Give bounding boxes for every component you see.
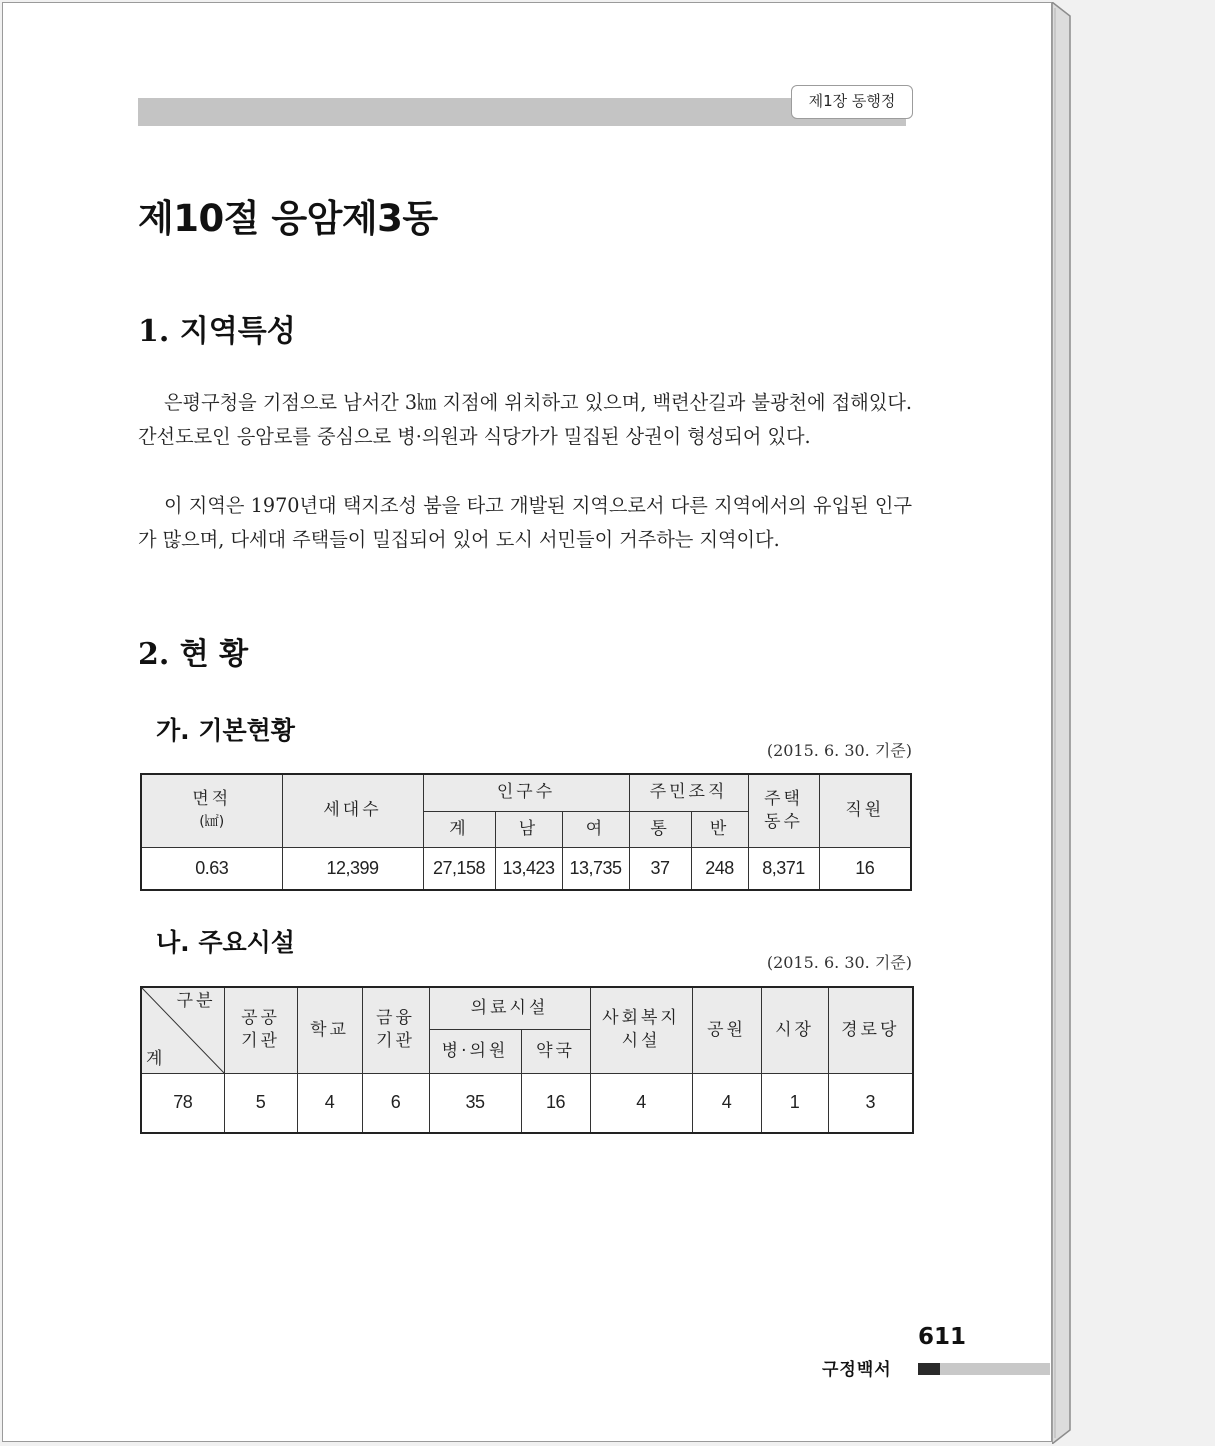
header-staff: 직원 [819,774,911,847]
cell-tong: 37 [629,847,691,890]
table-row [141,847,911,890]
cell-public: 5 [224,1073,297,1133]
header-households: 세대수 [282,774,423,847]
heading-basic-status: 가. 기본현황 [156,716,295,745]
header-medical: 의료시설 [429,987,590,1029]
cell-pop-female: 13,735 [562,847,629,890]
heading-major-facilities: 나. 주요시설 [156,928,295,957]
facilities-table [140,986,914,1134]
header-ban: 반 [691,811,748,847]
header-senior: 경로당 [828,987,913,1073]
footer-bar-accent [918,1363,940,1375]
header-pharmacy: 약국 [521,1029,590,1073]
header-pop-male: 남 [495,811,562,847]
section-title: 제10절 응암제3동 [138,197,438,240]
cell-market: 1 [761,1073,828,1133]
cell-park: 4 [692,1073,761,1133]
facilities-date-note: (2015. 6. 30. 기준) [766,953,912,972]
header-area [141,774,282,847]
header-pop-total: 계 [423,811,495,847]
header-housing-line2: 동수 [764,811,803,832]
cell-housing: 8,371 [748,847,819,890]
page-number: 611 [918,1324,967,1350]
header-public [224,987,297,1073]
cell-pop-male: 13,423 [495,847,562,890]
header-tong: 통 [629,811,691,847]
table-row [141,1073,913,1133]
cell-pop-total: 27,158 [423,847,495,890]
header-area-label: 면적 [192,788,232,809]
paragraph-location: 은평구청을 기점으로 남서간 3㎞ 지점에 위치하고 있으며, 백련산길과 불광천에 접해있다. 간선도로인 응암로를 중심으로 병·의원과 식당가가 밀집된 상권이 형성되어 있다. [138,391,912,448]
header-resident-org: 주민조직 [629,774,748,811]
header-area-unit: (㎢) [199,813,225,830]
header-housing [748,774,819,847]
header-finance [362,987,429,1073]
header-school: 학교 [297,987,362,1073]
header-hospital: 병·의원 [429,1029,521,1073]
basic-status-table [140,773,912,891]
header-welfare [590,987,692,1073]
header-finance-line1: 금융 [376,1008,415,1029]
header-category-diagonal [141,987,224,1073]
chapter-tab: 제1장 동행정 [791,85,913,119]
header-public-line1: 공공 [241,1008,280,1029]
book-title: 구정백서 [822,1360,892,1380]
header-population: 인구수 [423,774,629,811]
header-pop-female: 여 [562,811,629,847]
header-category: 구분 [176,991,216,1011]
page-edge-shadow [1052,2,1072,1444]
header-public-line2: 기관 [241,1031,280,1052]
header-housing-line1: 주택 [764,788,803,809]
cell-staff: 16 [819,847,911,890]
heading-regional-characteristics: 1. 지역특성 [138,314,296,349]
header-total: 계 [146,1048,166,1069]
paragraph-development: 이 지역은 1970년대 택지조성 붐을 타고 개발된 지역으로서 다른 지역에서의 유입된 인구가 많으며, 다세대 주택들이 밀집되어 있어 도시 서민들이 거주하는 지역이다. [138,494,912,551]
cell-school: 4 [297,1073,362,1133]
cell-area: 0.63 [141,847,282,890]
cell-households: 12,399 [282,847,423,890]
cell-pharmacy: 16 [521,1073,590,1133]
header-welfare-line2: 시설 [621,1031,661,1052]
header-market: 시장 [761,987,828,1073]
header-park: 공원 [692,987,761,1073]
cell-hospital: 35 [429,1073,521,1133]
header-finance-line2: 기관 [376,1031,415,1052]
basic-status-date-note: (2015. 6. 30. 기준) [766,741,912,760]
cell-welfare: 4 [590,1073,692,1133]
cell-total: 78 [141,1073,224,1133]
heading-current-status: 2. 현 황 [138,637,249,672]
cell-senior: 3 [828,1073,913,1133]
header-welfare-line1: 사회복지 [602,1008,680,1029]
cell-ban: 248 [691,847,748,890]
cell-finance: 6 [362,1073,429,1133]
